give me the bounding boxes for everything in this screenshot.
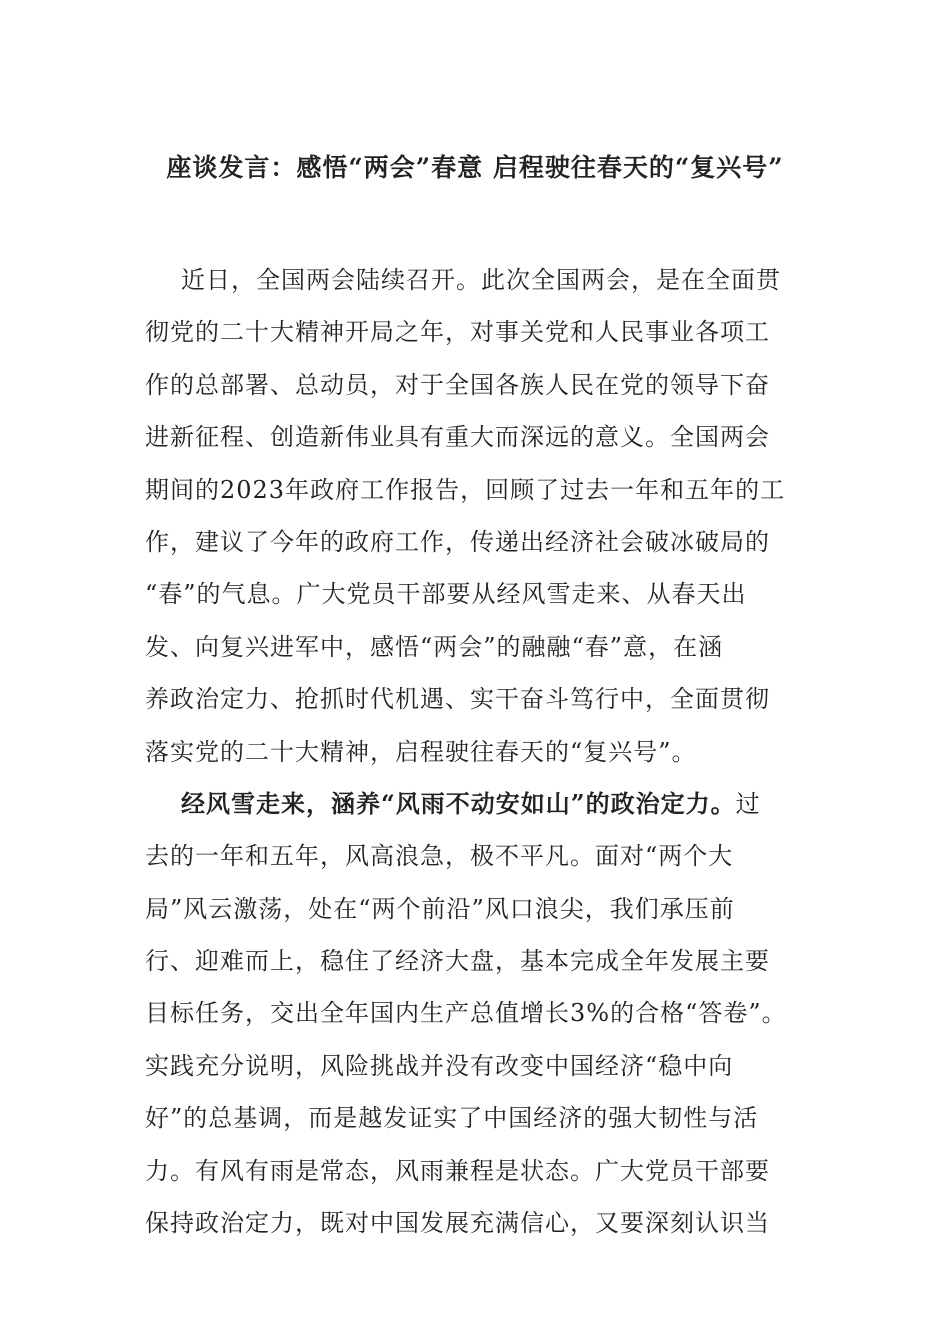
- paragraph-line: 实践充分说明，风险挑战并没有改变中国经济“稳中向: [145, 1051, 734, 1080]
- document-title: 座谈发言：感悟“两会”春意 启程驶往春天的“复兴号”: [166, 153, 784, 182]
- document-body: [145, 258, 845, 1253]
- paragraph-line: 行、迎难而上，稳住了经济大盘，基本完成全年发展主要: [145, 947, 770, 976]
- paragraph-line: 作，建议了今年的政府工作，传递出经济社会破冰破局的: [145, 527, 770, 556]
- paragraph-line: 落实党的二十大精神，启程驶往春天的“复兴号”。: [145, 737, 697, 766]
- paragraph-line: 作的总部署、总动员，对于全国各族人民在党的领导下奋: [145, 370, 770, 399]
- paragraph-line: 期间的2023年政府工作报告，回顾了过去一年和五年的工: [145, 475, 786, 504]
- paragraph-line: 养政治定力、抢抓时代机遇、实干奋斗笃行中，全面贯彻: [145, 685, 770, 714]
- paragraph-line: 去的一年和五年，风高浪急，极不平凡。面对“两个大: [145, 842, 734, 871]
- paragraph-line: 发、向复兴进军中，感悟“两会”的融融“春”意，在涵: [145, 632, 724, 661]
- paragraph-line: 保持政治定力，既对中国发展充满信心，又要深刻认识当: [145, 1209, 770, 1238]
- section-heading: 经风雪走来，涵养“风雨不动安如山”的政治定力。: [181, 788, 736, 818]
- paragraph-line: 力。有风有雨是常态，风雨兼程是状态。广大党员干部要: [145, 1156, 770, 1185]
- paragraph-line: 近日，全国两会陆续召开。此次全国两会，是在全面贯: [181, 266, 781, 294]
- lead-text: 过: [735, 789, 761, 818]
- paragraph-line: 进新征程、创造新伟业具有重大而深远的意义。全国两会: [145, 423, 770, 452]
- paragraph-line: 彻党的二十大精神开局之年，对事关党和人民事业各项工: [145, 318, 770, 347]
- paragraph-lead-line: [145, 782, 845, 834]
- paragraph-2: [145, 782, 845, 1254]
- paragraph-line: “春”的气息。广大党员干部要从经风雪走来、从春天出: [145, 580, 747, 609]
- paragraph-1: [145, 258, 845, 782]
- paragraph-line: 局”风云激荡，处在“两个前沿”风口浪尖，我们承压前: [145, 894, 735, 923]
- paragraph-line: 目标任务，交出全年国内生产总值增长3%的合格“答卷”。: [145, 999, 787, 1028]
- paragraph-line: 好”的总基调，而是越发证实了中国经济的强大韧性与活: [145, 1104, 759, 1133]
